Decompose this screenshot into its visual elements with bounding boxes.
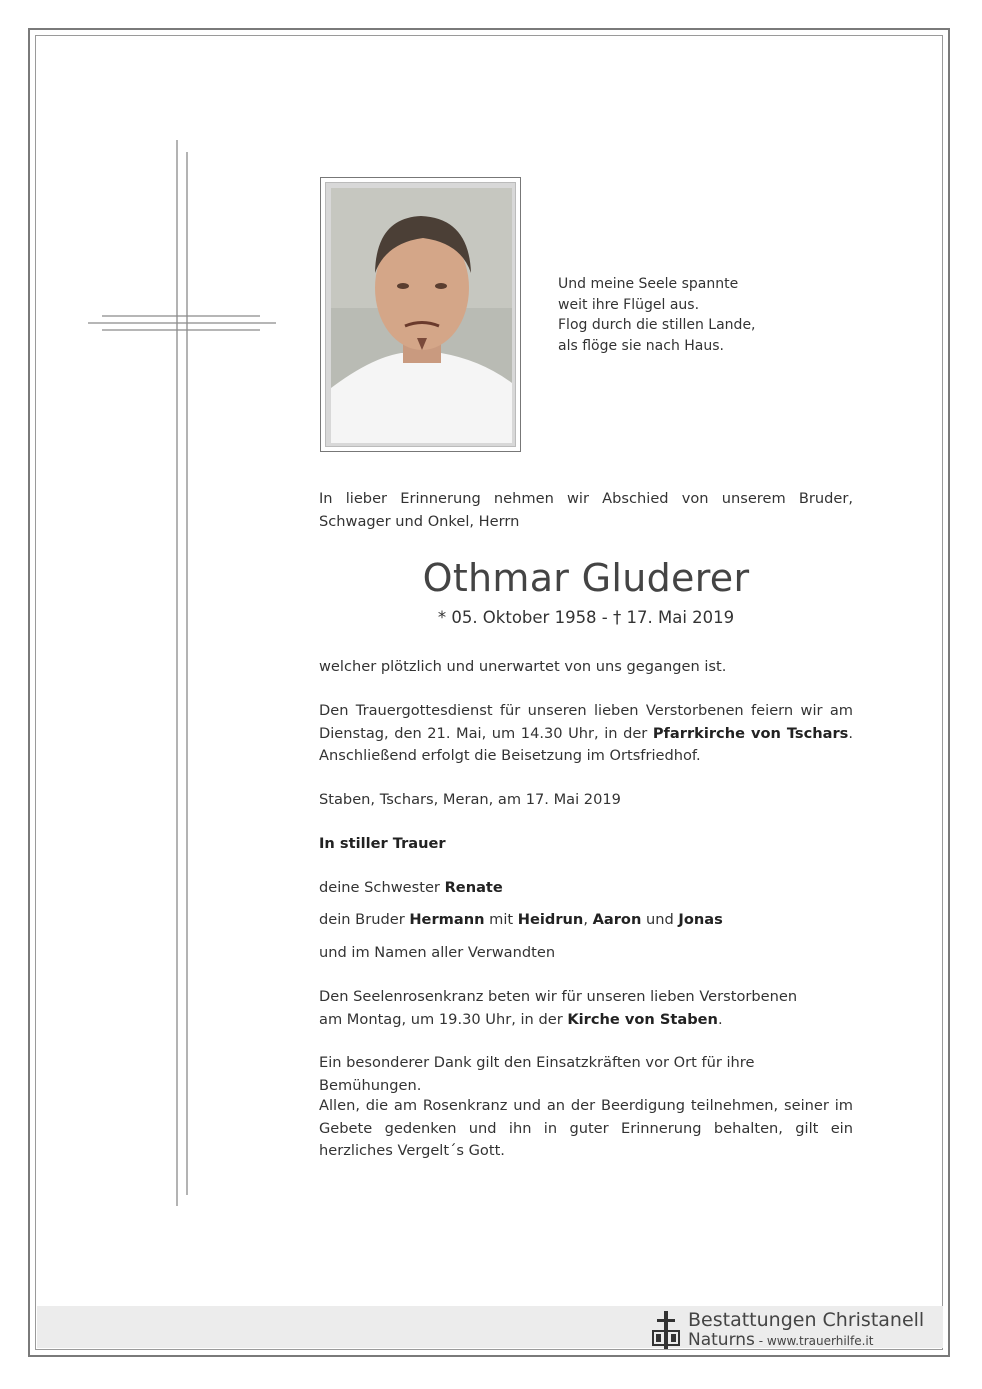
mourner-child2-name: Jonas — [678, 911, 723, 928]
mourner-relatives: und im Namen aller Verwandten — [319, 944, 556, 961]
rosary-text — [319, 986, 853, 1031]
rosary-line2 — [319, 1009, 853, 1032]
footer-separator: - — [754, 1334, 767, 1348]
closing-text: Allen, die am Rosenkranz und an der Beerdigung teilnehmen, seiner im Gebete gedenken und ihn in guter Erinnerung behalten, gilt ein herzliches Vergelt´s Gott. — [319, 1097, 853, 1159]
rosary-church: Kirche von Staben — [567, 1010, 718, 1028]
cross-icon — [88, 140, 276, 1206]
mourner-comma: , — [583, 911, 593, 928]
funeral-church: Pfarrkirche von Tschars — [652, 724, 849, 742]
footer-website-link[interactable]: www.trauerhilfe.it — [766, 1334, 874, 1348]
place-date: Staben, Tschars, Meran, am 17. Mai 2019 — [319, 791, 621, 808]
mourner-brother — [319, 909, 853, 932]
footer-town-line — [688, 1330, 873, 1350]
portrait-frame — [320, 177, 521, 452]
rosary-line2-prefix: am Montag, um 19.30 Uhr, in der — [319, 1010, 568, 1028]
mourner-sister-name: Renate — [444, 879, 503, 896]
footer-town: Naturns — [688, 1330, 755, 1350]
portrait-mat — [325, 182, 516, 447]
mourning-heading-text: In stiller Trauer — [319, 835, 446, 852]
mourning-heading — [319, 833, 853, 856]
footer-company: Bestattungen Christanell — [688, 1309, 925, 1331]
passed-text: welcher plötzlich und unerwartet von uns gegangen ist. — [319, 658, 727, 675]
funeral-home-logo-icon — [651, 1311, 681, 1349]
mourner-partner-name: Heidrun — [517, 911, 584, 928]
poem-line: Flog durch die stillen Lande, — [558, 317, 756, 333]
mourner-sister-prefix: deine Schwester — [319, 879, 445, 896]
poem-line: als flöge sie nach Haus. — [558, 337, 724, 354]
funeral-text-part1: Den Trauergottesdienst für unseren lieben Verstorbenen feiern wir am Dienstag, den 21. Mai, um 14.30 Uhr, in der — [319, 702, 853, 742]
rosary-line2-suffix: . — [717, 1010, 723, 1028]
poem — [558, 274, 756, 356]
mourner-brother-prefix: dein Bruder — [319, 911, 410, 928]
portrait-photo — [331, 188, 512, 443]
deceased-dates: * 05. Oktober 1958 - † 17. Mai 2019 — [437, 608, 735, 627]
deceased-name: Othmar Gluderer — [422, 556, 750, 600]
funeral-text — [319, 700, 853, 768]
mourner-child1-name: Aaron — [592, 911, 642, 928]
intro-text: In lieber Erinnerung nehmen wir Abschied von unserem Bruder, Schwager und Onkel, Herrn — [319, 490, 853, 530]
thanks-text: Ein besonderer Dank gilt den Einsatzkräften vor Ort für ihre Bemühungen. — [319, 1054, 755, 1094]
mourner-with: mit — [484, 911, 518, 928]
mourner-brother-name: Hermann — [409, 911, 485, 928]
poem-line: Und meine Seele spannte — [558, 276, 739, 292]
mourner-sister — [319, 877, 853, 900]
poem-line: weit ihre Flügel aus. — [558, 296, 700, 313]
mourner-and: und — [641, 911, 679, 928]
rosary-line1: Den Seelenrosenkranz beten wir für unseren lieben Verstorbenen — [319, 988, 798, 1005]
funeral-text-part2: . Anschließend erfolgt die Beisetzung im Ortsfriedhof. — [319, 724, 853, 764]
